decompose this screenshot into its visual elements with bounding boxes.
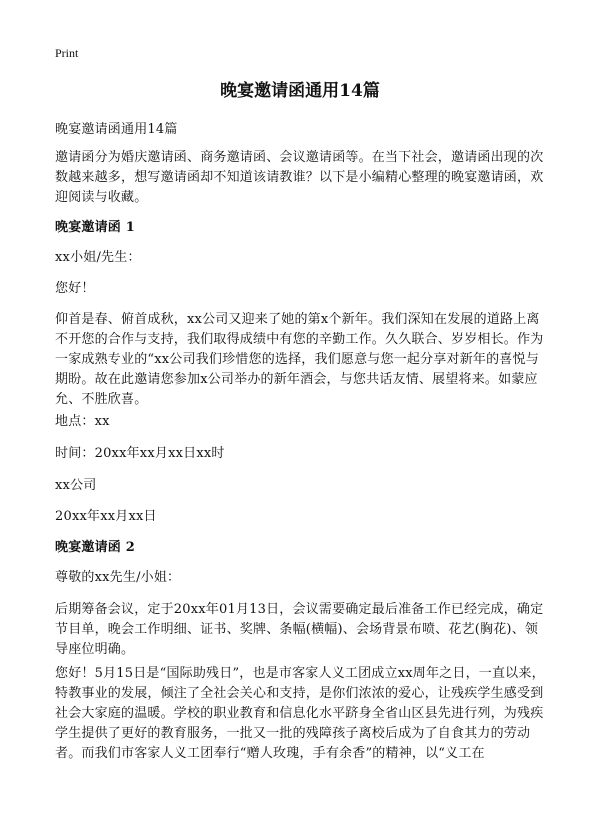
page-title: 晚宴邀请函通用14篇: [220, 81, 380, 101]
section-1-company: xx公司: [55, 478, 97, 493]
section-1-salutation: xx小姐/先生：: [55, 250, 141, 265]
print-link[interactable]: Print: [55, 46, 79, 60]
section-1-location: 地点：xx: [55, 414, 110, 429]
intro-paragraph: 邀请函分为婚庆邀请函、商务邀请函、会议邀请函等。在当下社会，邀请函出现的次数越来越多，想写邀请函却不知道该请教谁？以下是小编精心整理的晚宴邀请函，欢迎阅读与收藏。: [55, 150, 544, 205]
document-subtitle: 晚宴邀请函通用14篇: [55, 122, 178, 137]
section-2-heading: 晚宴邀请函 2: [55, 540, 135, 555]
section-2-paragraph-2: 您好！5月15日是“国际助残日”，也是市客家人义工团成立xx周年之日，一直以来，特教事业的发展，倾注了全社会关心和支持，是你们浓浓的爱心，让残疾学生感受到社会大家庭的温暖。学校的职业教育和信息化水平跻身全省山区县先进行列，为残疾学生提供了更好的教育服务，一批又一批的残障孩子离校后成为了自食其力的劳动者。而我们市客家人义工团奉行“赠人玫瑰，手有余香”的精神，以“义工在: [55, 666, 545, 761]
section-1-body: 仰首是春、俯首成秋，xx公司又迎来了她的第x个新年。我们深知在发展的道路上离不开您的合作与支持，我们取得成绩中有您的辛勤工作。久久联合、岁岁相长。作为一家成熟专业的“xx公司我们珍惜您的选择，我们愿意与您一起分享对新年的喜悦与期盼。故在此邀请您参加x公司举办的新年酒会，与您共话友情、展望将来。如蒙应允、不胜欣喜。: [55, 312, 544, 407]
section-2-paragraph-1: 后期筹备会议，定于20xx年01月13日，会议需要确定最后准备工作已经完成，确定节目单，晚会工作明细、证书、奖牌、条幅(横幅)、会场背景布喷、花艺(胸花)、领导座位明确。: [55, 602, 544, 657]
section-2-salutation: 尊敬的xx先生/小姐：: [55, 570, 181, 585]
section-1-heading: 晚宴邀请函 1: [55, 220, 135, 235]
section-1-greeting: 您好！: [55, 281, 95, 296]
section-1-date: 20xx年xx月xx日: [55, 509, 157, 524]
section-1-time: 时间：20xx年xx月xx日xx时: [55, 446, 225, 461]
